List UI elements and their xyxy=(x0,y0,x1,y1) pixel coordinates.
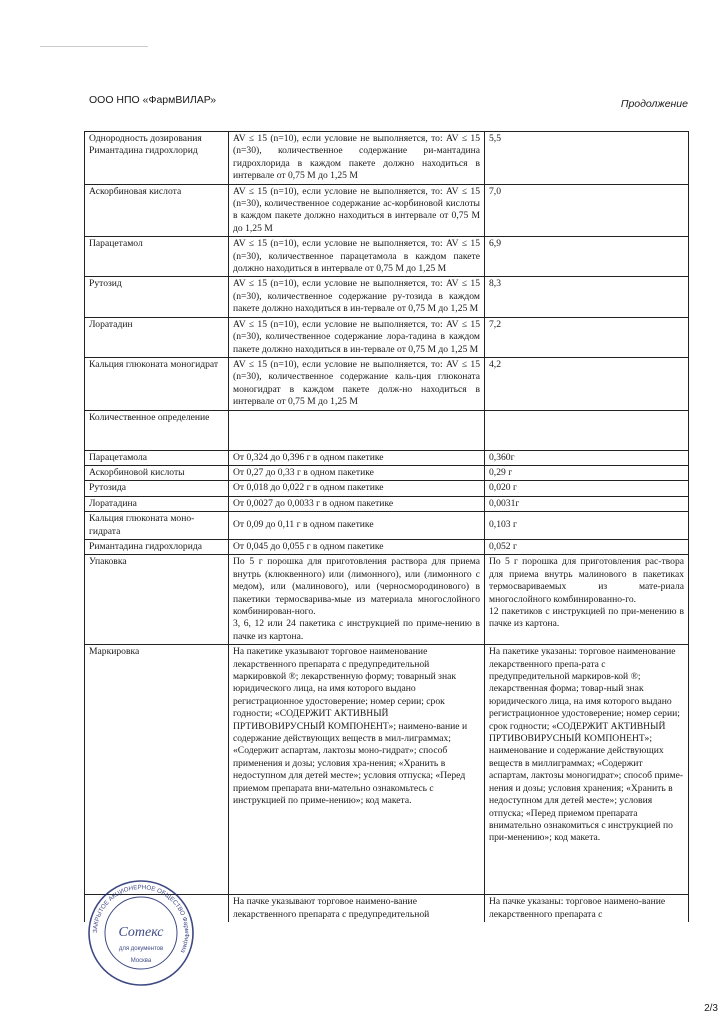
stamp-company: Сотекс xyxy=(118,925,164,940)
row-requirement: AV ≤ 15 (n=10), если условие не выполняется, то: AV ≤ 15 (n=30), количественное содержание каль-ция глюконата моногидрат в каждом пакете долж-но находиться в интервале от 0,75 M до 1,25 M xyxy=(229,357,485,410)
assay-result: 0,360г xyxy=(485,450,689,465)
assay-result: 0,020 г xyxy=(485,481,689,496)
assay-title: Количественное определение xyxy=(85,410,229,450)
assay-result: 0,0031г xyxy=(485,496,689,511)
row-requirement: AV ≤ 15 (n=10), если условие не выполняется, то: AV ≤ 15 (n=30), количественное содержание лора-тадина в каждом пакете должно находиться в ин-тервале от 0,75 M до 1,25 M xyxy=(229,317,485,357)
assay-name: Лоратадина xyxy=(85,496,229,511)
marking-label: Маркировка xyxy=(85,645,229,895)
table-row xyxy=(85,277,689,317)
assay-row xyxy=(85,450,689,465)
assay-range: От 0,018 до 0,022 г в одном пакетике xyxy=(229,481,485,496)
packaging-result xyxy=(485,555,689,645)
row-name: Кальция глюконата моногидрат xyxy=(85,357,229,410)
assay-row xyxy=(85,539,689,554)
row-result: 6,9 xyxy=(485,237,689,277)
assay-name: Кальция глюконата моно-гидрата xyxy=(85,512,229,540)
row-requirement: AV ≤ 15 (n=10), если условие не выполняется, то: AV ≤ 15 (n=30), количественное содержание ас-корбиновой кислоты в каждом пакете должно находиться в интервале от 0,75 M до 1,25 M xyxy=(229,184,485,237)
assay-name: Римантадина гидрохлорида xyxy=(85,539,229,554)
packaging-result-p2: 12 пакетиков с инструкцией по при-менению в пачке из картона. xyxy=(489,606,684,630)
row-result: 7,2 xyxy=(485,317,689,357)
packaging-result-p1: По 5 г порошка для приготовления рас-твора для приема внутрь малинового в пакетиках термосвариваемых из мате-риала многослойного комбинированно-го. xyxy=(489,556,684,605)
marking-box-result: На пачке указаны: торговое наимено-вание лекарственного препарата с xyxy=(485,895,689,922)
row-result: 7,0 xyxy=(485,184,689,237)
table-row xyxy=(85,317,689,357)
table-row xyxy=(85,237,689,277)
marking-result: На пакетике указаны: торговое наименование лекарственного препа-рата с предупредительной маркиров-кой ®; лекарственная форма; товар-ный знак юридического лица, на имя которого выдано регистрационное удостоверение; номер серии; срок годности; «СОДЕРЖИТ АКТИВНЫЙ ПРТИВОВИРУСНЫЙ КОМПОНЕНТ»; наименование и содержание действующих веществ в миллиграммах; «Содержит аспартам, лактозы моногидрат»; способ приме-нения и дозы; условия хранения; «Хранить в недоступном для детей месте»; условия отпуска; «Перед приемом препарата внимательно ознакомиться с инструкцией по при-менению»; код макета. xyxy=(485,645,689,895)
top-rule xyxy=(40,46,148,47)
assay-title-row xyxy=(85,410,689,450)
stamp-subtext: для документов xyxy=(118,946,164,952)
row-result: 4,2 xyxy=(485,357,689,410)
row-name: Аскорбиновая кислота xyxy=(85,184,229,237)
assay-row xyxy=(85,465,689,480)
stamp-ring-text: ЗАКРЫТОЕ АКЦИОНЕРНОЕ ОБЩЕСТВО ФармФирма xyxy=(91,883,191,954)
packaging-spec xyxy=(229,555,485,645)
assay-result: 0,29 г xyxy=(485,465,689,480)
row-name: Парацетамол xyxy=(85,237,229,277)
packaging-spec-p1: По 5 г порошка для приготовления раствора для приема внутрь (клюквенного) или (лимонного), или (лимонного с медом), или (малинового), или (черносмородинового) в пакетики термосварива-мые из материала многослойного комбинирован-ного. xyxy=(233,556,480,617)
row-requirement: AV ≤ 15 (n=10), если условие не выполняется, то: AV ≤ 15 (n=30), количественное содержание ри-мантадина гидрохлорида в каждом пакете должно находиться в интервале от 0,75 M до 1,25 M xyxy=(229,132,485,185)
row-requirement: AV ≤ 15 (n=10), если условие не выполняется, то: AV ≤ 15 (n=30), количественное содержание ру-тозида в каждом пакете должно находиться в ин-тервале от 0,75 M до 1,25 M xyxy=(229,277,485,317)
assay-range: От 0,045 до 0,055 г в одном пакетике xyxy=(229,539,485,554)
assay-range: От 0,324 до 0,396 г в одном пакетике xyxy=(229,450,485,465)
row-result: 8,3 xyxy=(485,277,689,317)
assay-result: 0,103 г xyxy=(485,512,689,540)
table-row xyxy=(85,357,689,410)
company-seal-stamp xyxy=(86,878,196,988)
marking-row xyxy=(85,645,689,895)
table-row xyxy=(85,184,689,237)
marking-box-spec: На пачке указывают торговое наимено-вание лекарственного препарата с предупредительной xyxy=(229,895,485,922)
continuation-label: Продолжение xyxy=(620,98,688,110)
packaging-spec-p2: 3, 6, 12 или 24 пакетика с инструкцией по приме-нению в пачке из картона. xyxy=(233,618,480,642)
stamp-city: Москва xyxy=(130,958,152,964)
assay-name: Аскорбиновой кислоты xyxy=(85,465,229,480)
spec-table xyxy=(84,131,689,922)
row-name: Лоратадин xyxy=(85,317,229,357)
assay-range: От 0,09 до 0,11 г в одном пакетике xyxy=(229,512,485,540)
assay-row xyxy=(85,496,689,511)
row-result: 5,5 xyxy=(485,132,689,185)
assay-name: Парацетамола xyxy=(85,450,229,465)
page-number: 2/3 xyxy=(704,1003,718,1014)
row-name: Однородность дозирования Римантадина гидрохлорид xyxy=(85,132,229,185)
row-requirement: AV ≤ 15 (n=10), если условие не выполняется, то: AV ≤ 15 (n=30), количественное парацетамола в каждом пакете должно находиться в интервале от 0,75 M до 1,25 M xyxy=(229,237,485,277)
row-name: Рутозид xyxy=(85,277,229,317)
table-row xyxy=(85,132,689,185)
packaging-row xyxy=(85,555,689,645)
assay-result: 0,052 г xyxy=(485,539,689,554)
assay-row xyxy=(85,512,689,540)
assay-row xyxy=(85,481,689,496)
marking-spec: На пакетике указывают торговое наименование лекарственного препарата с предупредительной маркировкой ®; лекарственную форму; товарный знак юридического лица, на имя которого выдано регистрационное удостоверение; номер серии; срок годности; «СОДЕРЖИТ АКТИВНЫЙ ПРТИВОВИРУСНЫЙ КОМПОНЕНТ»; наимено-вание и содержание действующих веществ в мил-лиграммах; «Содержит аспартам, лактозы моно-гидрат»; способ применения и дозы; условия хра-нения; «Хранить в недоступном для детей месте»; условия отпуска; «Перед приемом препарата вни-мательно ознакомьтесь с инструкцией по приме-нению»; код макета. xyxy=(229,645,485,895)
packaging-label: Упаковка xyxy=(85,555,229,645)
assay-range: От 0,27 до 0,33 г в одном пакетике xyxy=(229,465,485,480)
assay-range: От 0,0027 до 0,0033 г в одном пакетике xyxy=(229,496,485,511)
assay-name: Рутозида xyxy=(85,481,229,496)
company-header: ООО НПО «ФармВИЛАР» xyxy=(89,94,217,106)
